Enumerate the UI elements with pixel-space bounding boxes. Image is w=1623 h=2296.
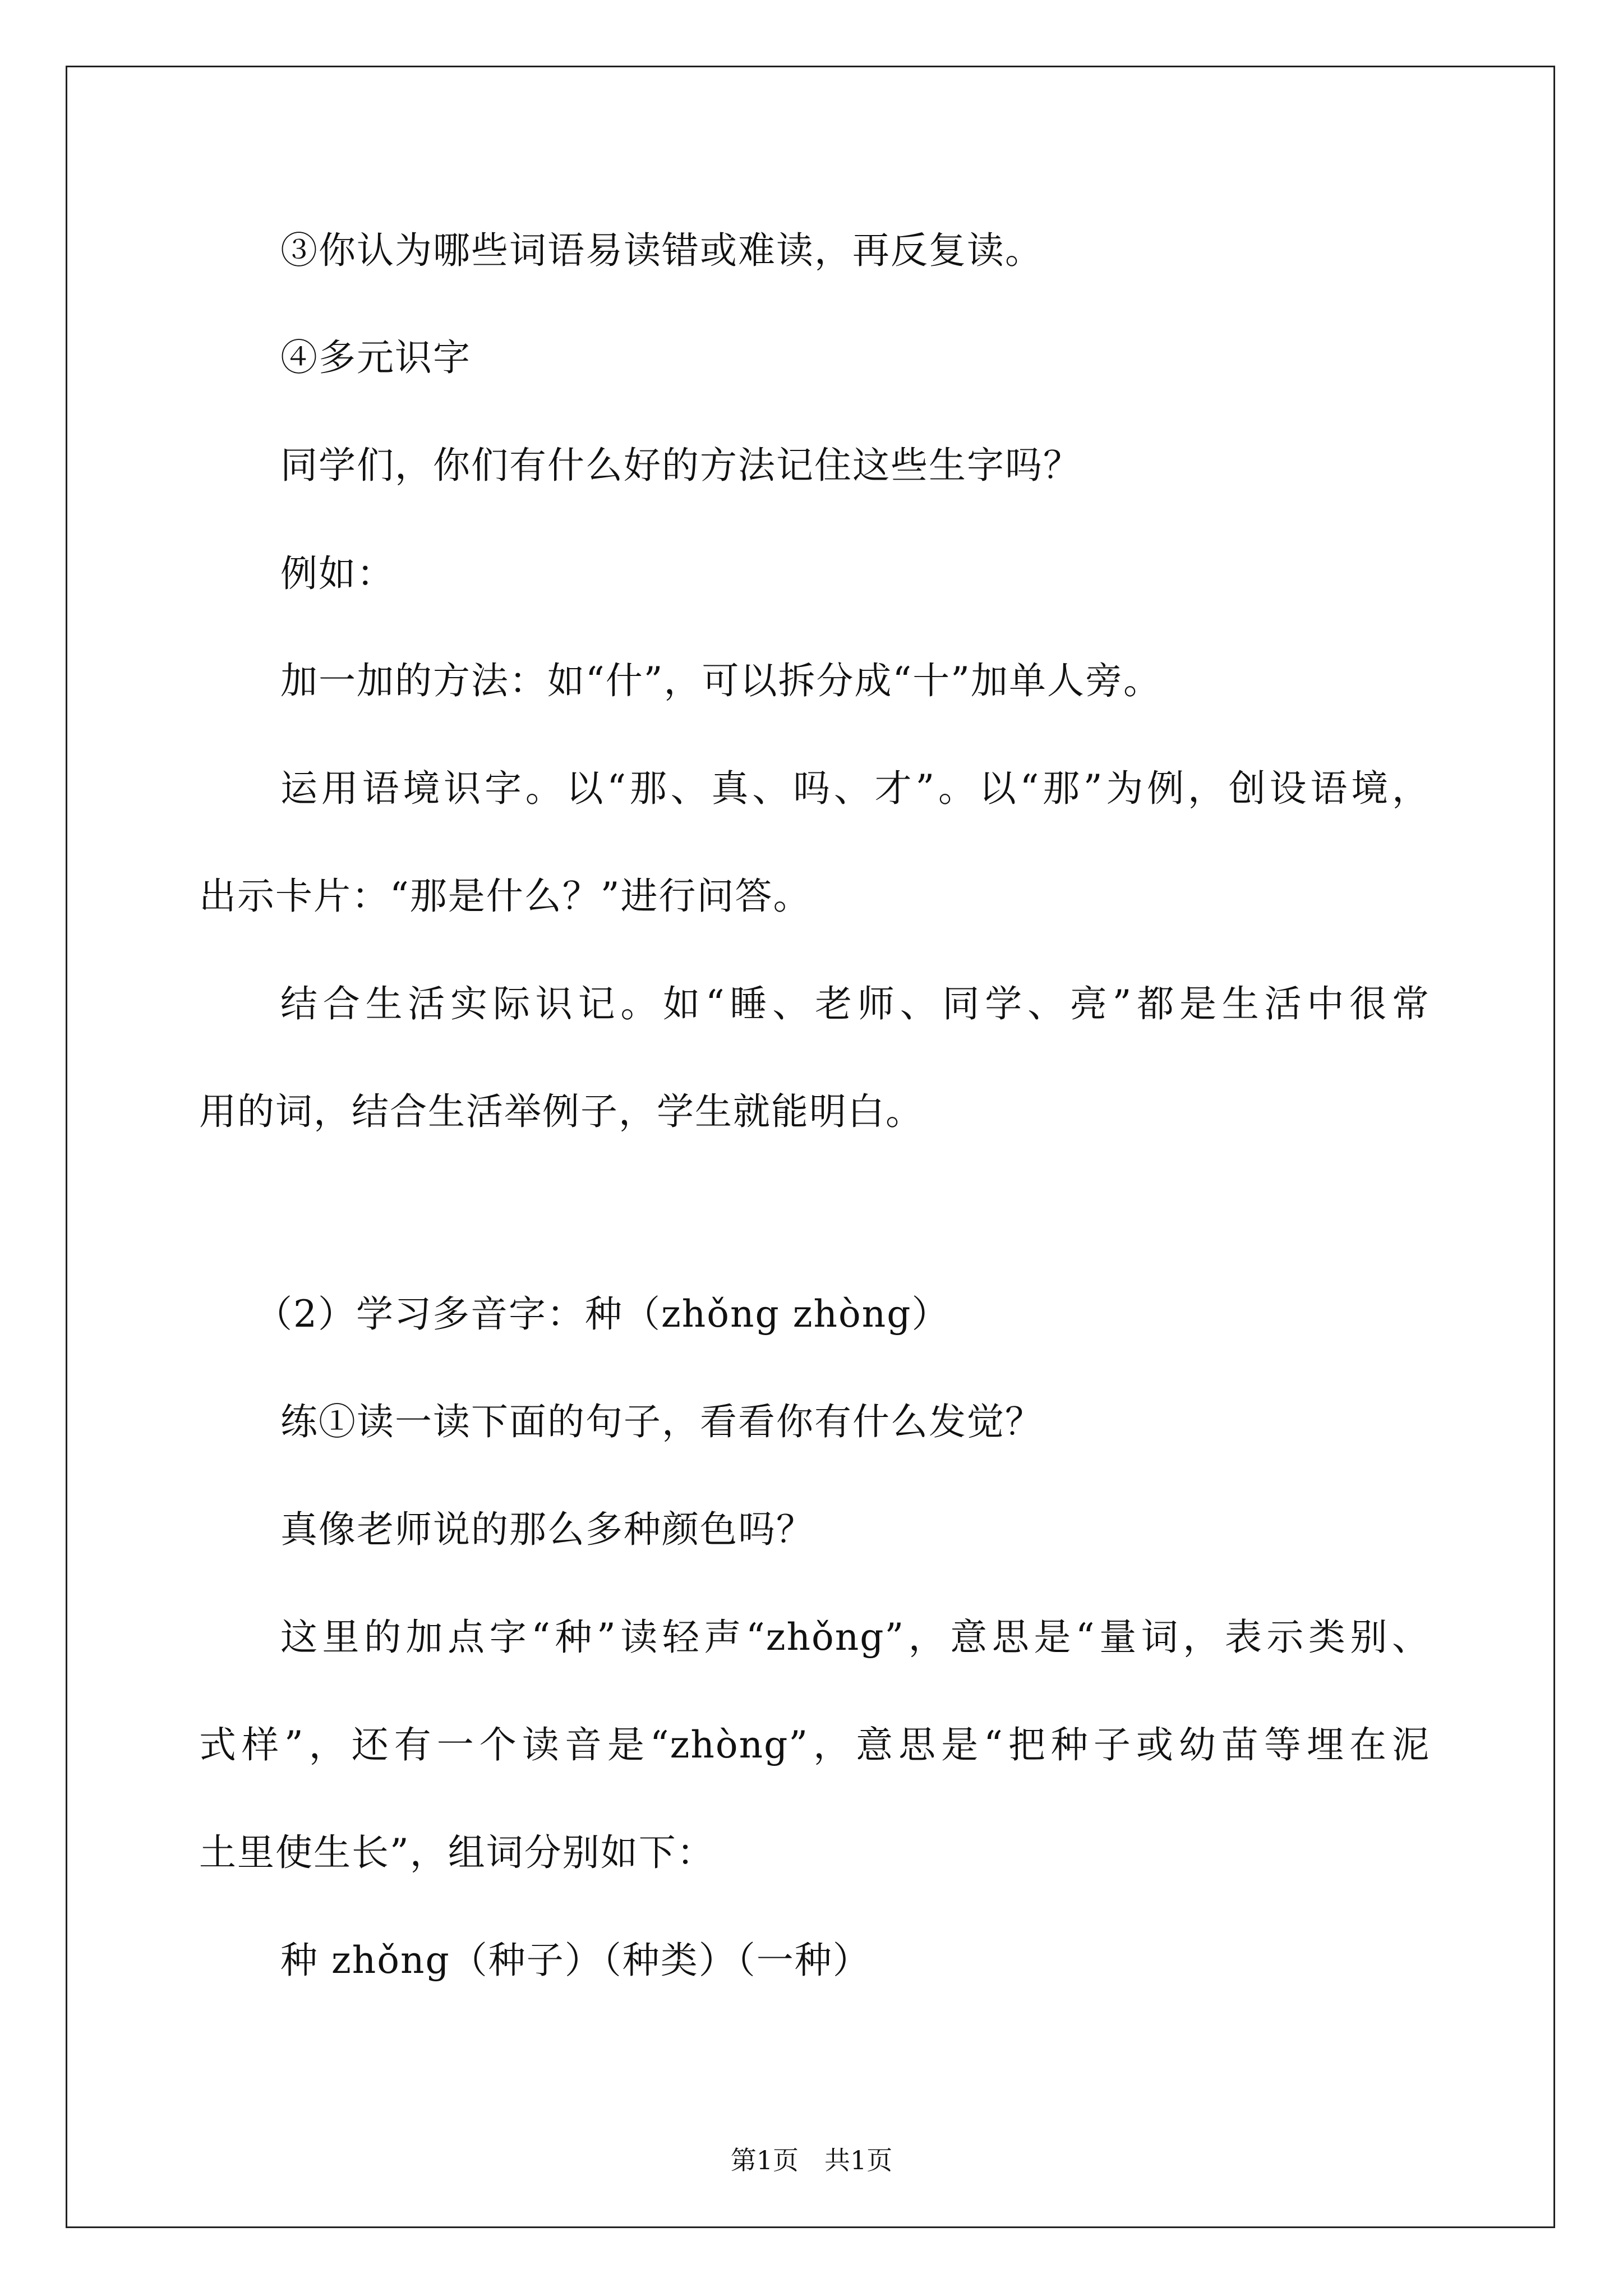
text-line-16: 种 zhǒng（种子）（种类）（一种） (280, 1939, 871, 1982)
text-line-15: 土里使生长”，组词分别如下： (199, 1831, 715, 1874)
page-border (66, 66, 1555, 2228)
text-line-11: 练①读一读下面的句子，看看你有什么发觉？ (280, 1400, 1043, 1443)
text-line-1: ③你认为哪些词语易读错或难读，再反复读。 (280, 229, 1043, 272)
text-line-7: 出示卡片：“那是什么？”进行问答。 (199, 875, 811, 918)
text-line-2: ④多元识字 (280, 336, 471, 379)
text-line-9: 用的词，结合生活举例子，学生就能明白。 (199, 1090, 924, 1133)
text-line-13: 这里的加点字“种”读轻声“zhǒng”，意思是“量词，表示类别、 (280, 1616, 1430, 1659)
page-footer: 第1页 共1页 (730, 2145, 893, 2175)
text-line-4: 例如： (280, 552, 395, 595)
text-line-5: 加一加的方法：如“什”，可以拆分成“十”加单人旁。 (280, 659, 1161, 702)
text-line-14: 式样”，还有一个读音是“zhòng”，意思是“把种子或幼苗等埋在泥 (199, 1723, 1430, 1766)
section-heading: （2）学习多音字：种（zhǒng zhòng） (255, 1292, 950, 1336)
text-line-12: 真像老师说的那么多种颜色吗？ (280, 1508, 814, 1551)
text-line-6: 运用语境识字。以“那、真、吗、才”。以“那”为例，创设语境， (280, 767, 1430, 810)
text-line-3: 同学们，你们有什么好的方法记住这些生字吗？ (280, 444, 1081, 487)
text-line-8: 结合生活实际识记。如“睡、老师、同学、亮”都是生活中很常 (280, 982, 1430, 1025)
